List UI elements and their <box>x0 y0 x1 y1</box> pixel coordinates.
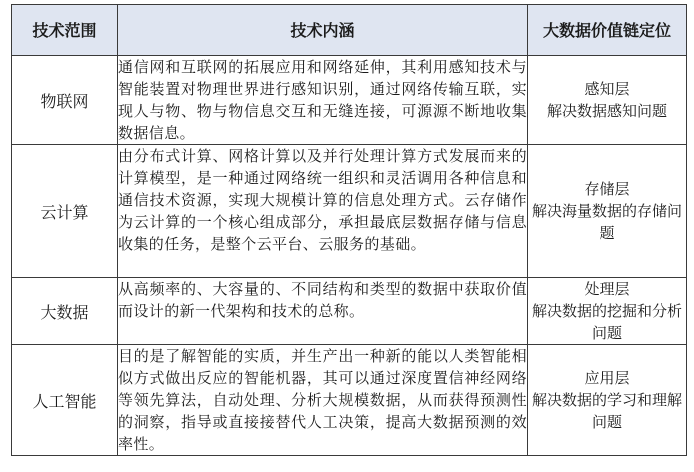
position-layer: 处理层 <box>584 280 630 298</box>
row-position <box>528 145 687 278</box>
row-scope-ai: 人工智能 <box>12 345 118 456</box>
position-role: 解决海量数据的存储问题 <box>531 202 682 242</box>
row-scope-iot: 物联网 <box>12 56 118 145</box>
table-row <box>12 345 687 456</box>
row-description: 从高频率的、大容量的、不同结构和类型的数据中获取价值而设计的新一代架构和技术的总称。 <box>118 278 528 345</box>
position-role: 解决数据的挖掘和分析问题 <box>531 302 682 342</box>
table-row <box>12 145 687 278</box>
table-body <box>12 56 687 456</box>
row-description: 通信网和互联网的拓展应用和网络延伸，其利用感知技术与智能装置对物理世界进行感知识别，通过网络传输互联，实现人与物、物与物信息交互和无缝连接，可源源不断地收集数据信息。 <box>118 56 528 145</box>
header-tech-scope: 技术范围 <box>12 5 118 56</box>
row-position <box>528 345 687 456</box>
position-layer: 感知层 <box>584 80 630 98</box>
header-value-chain-position: 大数据价值链定位 <box>528 5 687 56</box>
table-header <box>12 5 687 56</box>
row-description: 目的是了解智能的实质，并生产出一种新的能以人类智能相似方式做出反应的智能机器，其可以通过深度置信神经网络等领先算法，自动处理、分析大规模数据，从而获得预测性的洞察，指导或直接接替代人工决策，提高大数据预测的效率性。 <box>118 345 528 456</box>
table-row <box>12 56 687 145</box>
position-role: 解决数据的学习和理解问题 <box>531 391 682 431</box>
header-tech-connotation: 技术内涵 <box>118 5 528 56</box>
technology-value-chain-table <box>11 4 687 456</box>
position-role: 解决数据感知问题 <box>546 102 667 120</box>
row-scope-cloud-computing: 云计算 <box>12 145 118 278</box>
position-layer: 存储层 <box>584 180 630 198</box>
position-layer: 应用层 <box>584 369 630 387</box>
row-position <box>528 56 687 145</box>
row-description: 由分布式计算、网格计算以及并行处理计算方式发展而来的计算模型，是一种通过网络统一组织和灵活调用各种信息和通信技术资源，实现大规模计算的信息处理方式。云存储作为云计算的一个核心组成部分，承担最底层数据存储与信息收集的任务，是整个云平台、云服务的基础。 <box>118 145 528 278</box>
row-scope-big-data: 大数据 <box>12 278 118 345</box>
row-position <box>528 278 687 345</box>
header-row <box>12 5 687 56</box>
table-row <box>12 278 687 345</box>
